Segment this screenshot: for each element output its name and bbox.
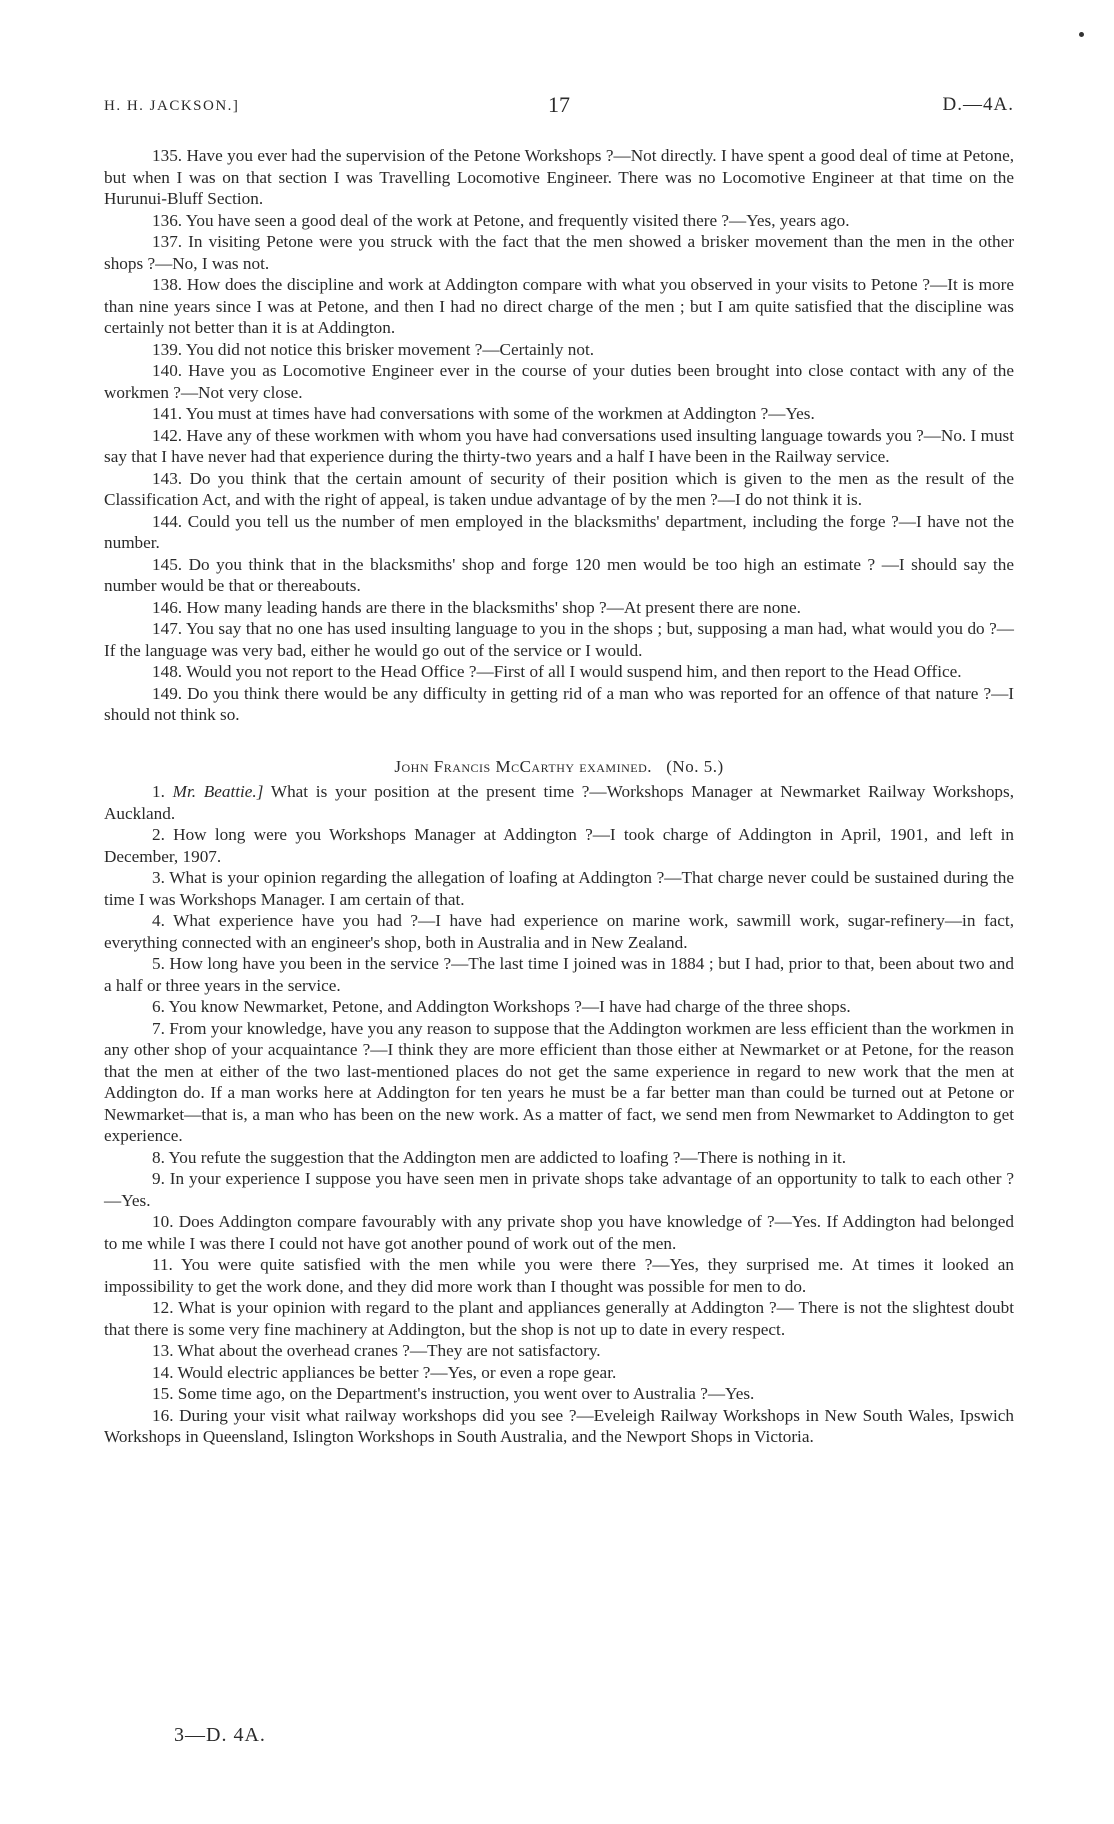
question-149: 149. Do you think there would be any difficulty in getting rid of a man who was reported for an offence of that nature ?—I should not think so. [104, 683, 1014, 724]
question-12: 12. What is your opinion with regard to the plant and appliances generally at Addington ?— There is not the slightest doubt that there is some very fine machinery at Addington, but the shop is not up to date in every respect. [104, 1298, 1014, 1339]
question-143: 143. Do you think that the certain amount of security of their position which is given to the men as the result of the Classification Act, and with the right of appeal, is taken undue advantage of by the men ?—I do not think it is. [104, 468, 1014, 509]
question-16: 16. During your visit what railway workshops did you see ?—Eveleigh Railway Workshops in New South Wales, Ipswich Workshops in Queensland, Islington Workshops in South Australia, and the Newport Shops in Victoria. [104, 1405, 1014, 1446]
question-142: 142. Have any of these workmen with whom you have had conversations used insulting language towards you ?—No. I must say that I have never had that experience during the thirty-two years and a half I have been in the Railway service. [104, 425, 1014, 466]
question-14: 14. Would electric appliances be better ?—Yes, or even a rope gear. [152, 1362, 617, 1382]
question-15: 15. Some time ago, on the Department's instruction, you went over to Australia ?—Yes. [152, 1384, 755, 1403]
witness-name: John Francis McCarthy examined. [394, 756, 653, 776]
page-header [104, 92, 1014, 122]
question-8: 8. You refute the suggestion that the Addington men are addicted to loafing ?—There is nothing in it. [152, 1147, 847, 1167]
page-number: 17 [548, 92, 570, 117]
question-5: 5. How long have you been in the service ?—The last time I joined was in 1884 ; but I had, prior to that, been about two and a half or three years in the service. [104, 954, 1014, 995]
question-141: 141. You must at times have had conversations with some of the workmen at Addington ?—Yes. [152, 404, 815, 423]
question-2: 2. How long were you Workshops Manager at Addington ?—I took charge of Addington in April, 1901, and left in December, 1907. [104, 825, 1014, 866]
section-jackson-evidence [104, 145, 1014, 726]
question-146: 146. How many leading hands are there in the blacksmiths' shop ?—At present there are none. [152, 597, 801, 617]
question-1 [104, 781, 1014, 824]
witness-number: (No. 5.) [666, 756, 724, 776]
question-number: 1. [152, 782, 165, 801]
question-11: 11. You were quite satisfied with the men while you were there ?—Yes, they surprised me. At times it looked an impossibility to get the work done, and they did more work than I thought was possible for men to do. [104, 1255, 1014, 1296]
question-text: What is your position at the present time ?—Workshops Manager at Newmarket Railway Workshops, Auckland. [104, 782, 1015, 823]
question-136: 136. You have seen a good deal of the work at Petone, and frequently visited there ?—Yes, years ago. [152, 210, 850, 230]
question-148: 148. Would you not report to the Head Office ?—First of all I would suspend him, and then report to the Head Office. [152, 662, 962, 681]
question-140: 140. Have you as Locomotive Engineer ever in the course of your duties been brought into close contact with any of the workmen ?—Not very close. [104, 361, 1014, 402]
question-137: 137. In visiting Petone were you struck with the fact that the men showed a brisker movement than the men in the other shops ?—No, I was not. [104, 232, 1014, 273]
question-145: 145. Do you think that in the blacksmiths' shop and forge 120 men would be too high an estimate ? —I should say the number would be that or thereabouts. [104, 554, 1014, 595]
question-135: 135. Have you ever had the supervision of the Petone Workshops ?—Not directly. I have spent a good deal of time at Petone, but when I was on that section I was Travelling Locomotive Engineer. There was no Locomotive Engineer at that time on the Hurunui-Bluff Section. [104, 146, 1014, 208]
page-body [104, 145, 1014, 1448]
witness-heading [104, 756, 1014, 778]
document-reference: D.—4A. [942, 94, 1014, 115]
question-4: 4. What experience have you had ?—I have had experience on marine work, sawmill work, sugar-refinery—in fact, everything connected with an engineer's shop, both in Australia and in New Zealand. [104, 911, 1014, 952]
question-7: 7. From your knowledge, have you any reason to suppose that the Addington workmen are less efficient than the workmen in any other shop of your acquaintance ?—I think they are more efficient than those either at Newmarket or at Petone, for the reason that the men at either of the two last-mentioned places do not get the same experience in regard to new work that the men at Addington do. If a man works here at Addington for ten years he must be a far better man than could be turned out at Petone or Newmarket—that is, a man who has been on the new work. As a matter of fact, we send men from Newmarket to Addington to get experience. [104, 1018, 1014, 1145]
question-144: 144. Could you tell us the number of men employed in the blacksmiths' department, including the forge ?—I have not the number. [104, 511, 1014, 552]
question-3: 3. What is your opinion regarding the allegation of loafing at Addington ?—That charge never could be sustained during the time I was Workshops Manager. I am certain of that. [104, 868, 1014, 909]
question-139: 139. You did not notice this brisker movement ?—Certainly not. [152, 339, 595, 359]
header-witness: H. H. JACKSON.] [104, 98, 240, 114]
question-10: 10. Does Addington compare favourably with any private shop you have knowledge of ?—Yes. If Addington had belonged to me while I was there I could not have got another pound of work out of the men. [104, 1212, 1014, 1253]
question-13: 13. What about the overhead cranes ?—They are not satisfactory. [152, 1341, 601, 1360]
printer-signature: 3—D. 4A. [174, 1724, 266, 1746]
question-147: 147. You say that no one has used insulting language to you in the shops ; but, supposing a man had, what would you do ?—If the language was very bad, either he would go out of the service or I would. [104, 619, 1014, 660]
question-9: 9. In your experience I suppose you have seen men in private shops take advantage of an opportunity to talk to each other ?—Yes. [104, 1169, 1014, 1210]
corner-dot [1079, 32, 1084, 37]
question-6: 6. You know Newmarket, Petone, and Addington Workshops ?—I have had charge of the three shops. [152, 997, 851, 1016]
speaker-label: Mr. Beattie.] [172, 782, 264, 801]
section-mccarthy-evidence [104, 781, 1014, 1448]
question-138: 138. How does the discipline and work at Addington compare with what you observed in your visits to Petone ?—It is more than nine years since I was at Petone, and then I had no direct charge of the men ; but I am quite satisfied that the discipline was certainly not better than it is at Addington. [104, 275, 1014, 337]
